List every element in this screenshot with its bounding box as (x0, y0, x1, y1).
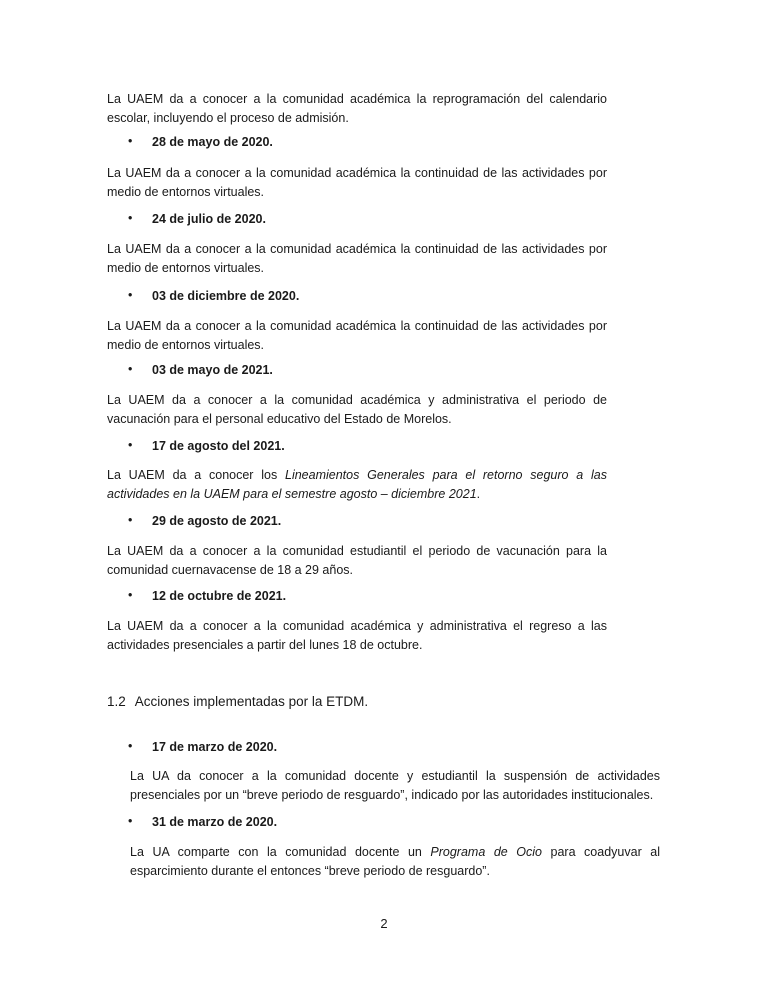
date-label: 31 de marzo de 2020. (152, 815, 278, 829)
date-label: 17 de marzo de 2020. (152, 740, 278, 754)
list-item-date (128, 134, 273, 149)
list-item-date (128, 288, 300, 303)
date-label: 24 de julio de 2020. (152, 212, 266, 226)
list-item-date (128, 362, 273, 377)
bullet-icon: • (128, 134, 133, 148)
bullet-icon: • (128, 513, 133, 527)
paragraph: La UAEM da a conocer a la comunidad académica y administrativa el regreso a las actividades presenciales a partir del lunes 18 de octubre. (107, 619, 607, 652)
bullet-icon: • (128, 211, 133, 225)
section-number: 1.2 (107, 694, 126, 709)
program-title-italic: Programa de Ocio (430, 845, 542, 859)
text-run: La UA comparte con la comunidad docente un (130, 845, 431, 859)
page-number: 2 (380, 916, 388, 931)
list-item-date (128, 814, 278, 829)
bullet-icon: • (128, 288, 133, 302)
bullet-icon: • (128, 814, 133, 828)
list-item-date (128, 739, 278, 754)
text-run: para coadyuvar al esparcimiento durante el entonces “breve periodo de resguardo”. (130, 845, 660, 878)
section-heading (107, 694, 368, 709)
list-item-date (128, 211, 266, 226)
list-item-date (128, 513, 282, 528)
bullet-icon: • (128, 362, 133, 376)
paragraph: La UAEM da a conocer a la comunidad académica la reprogramación del calendario escolar, incluyendo el proceso de admisión. (107, 92, 607, 125)
bullet-icon: • (128, 438, 133, 452)
text-run: La UAEM da a conocer los (107, 468, 285, 482)
date-label: 17 de agosto del 2021. (152, 439, 285, 453)
date-label: 03 de diciembre de 2020. (152, 289, 300, 303)
paragraph: La UA da conocer a la comunidad docente y estudiantil la suspensión de actividades presenciales por un “breve periodo de resguardo”, indicado por las autoridades institucionales. (130, 769, 660, 802)
section-title: Acciones implementadas por la ETDM. (134, 694, 369, 709)
text-run: . (476, 487, 481, 501)
document-title-italic: Lineamientos Generales para el retorno seguro a las actividades en la UAEM para el semestre agosto – diciembre 2021 (107, 468, 607, 501)
bullet-icon: • (128, 739, 133, 753)
list-item-date (128, 438, 285, 453)
date-label: 28 de mayo de 2020. (152, 135, 273, 149)
date-label: 03 de mayo de 2021. (152, 363, 273, 377)
paragraph: La UAEM da a conocer a la comunidad académica la continuidad de las actividades por medio de entornos virtuales. (107, 242, 607, 275)
paragraph (130, 843, 660, 881)
paragraph: La UAEM da a conocer a la comunidad académica la continuidad de las actividades por medio de entornos virtuales. (107, 166, 607, 199)
date-label: 12 de octubre de 2021. (152, 589, 287, 603)
list-item-date (128, 588, 287, 603)
date-label: 29 de agosto de 2021. (152, 514, 282, 528)
bullet-icon: • (128, 588, 133, 602)
paragraph: La UAEM da a conocer a la comunidad académica y administrativa el periodo de vacunación para el personal educativo del Estado de Morelos. (107, 393, 607, 426)
paragraph: La UAEM da a conocer a la comunidad académica la continuidad de las actividades por medio de entornos virtuales. (107, 319, 607, 352)
paragraph: La UAEM da a conocer a la comunidad estudiantil el periodo de vacunación para la comunidad cuernavacense de 18 a 29 años. (107, 544, 607, 577)
paragraph (107, 466, 607, 504)
